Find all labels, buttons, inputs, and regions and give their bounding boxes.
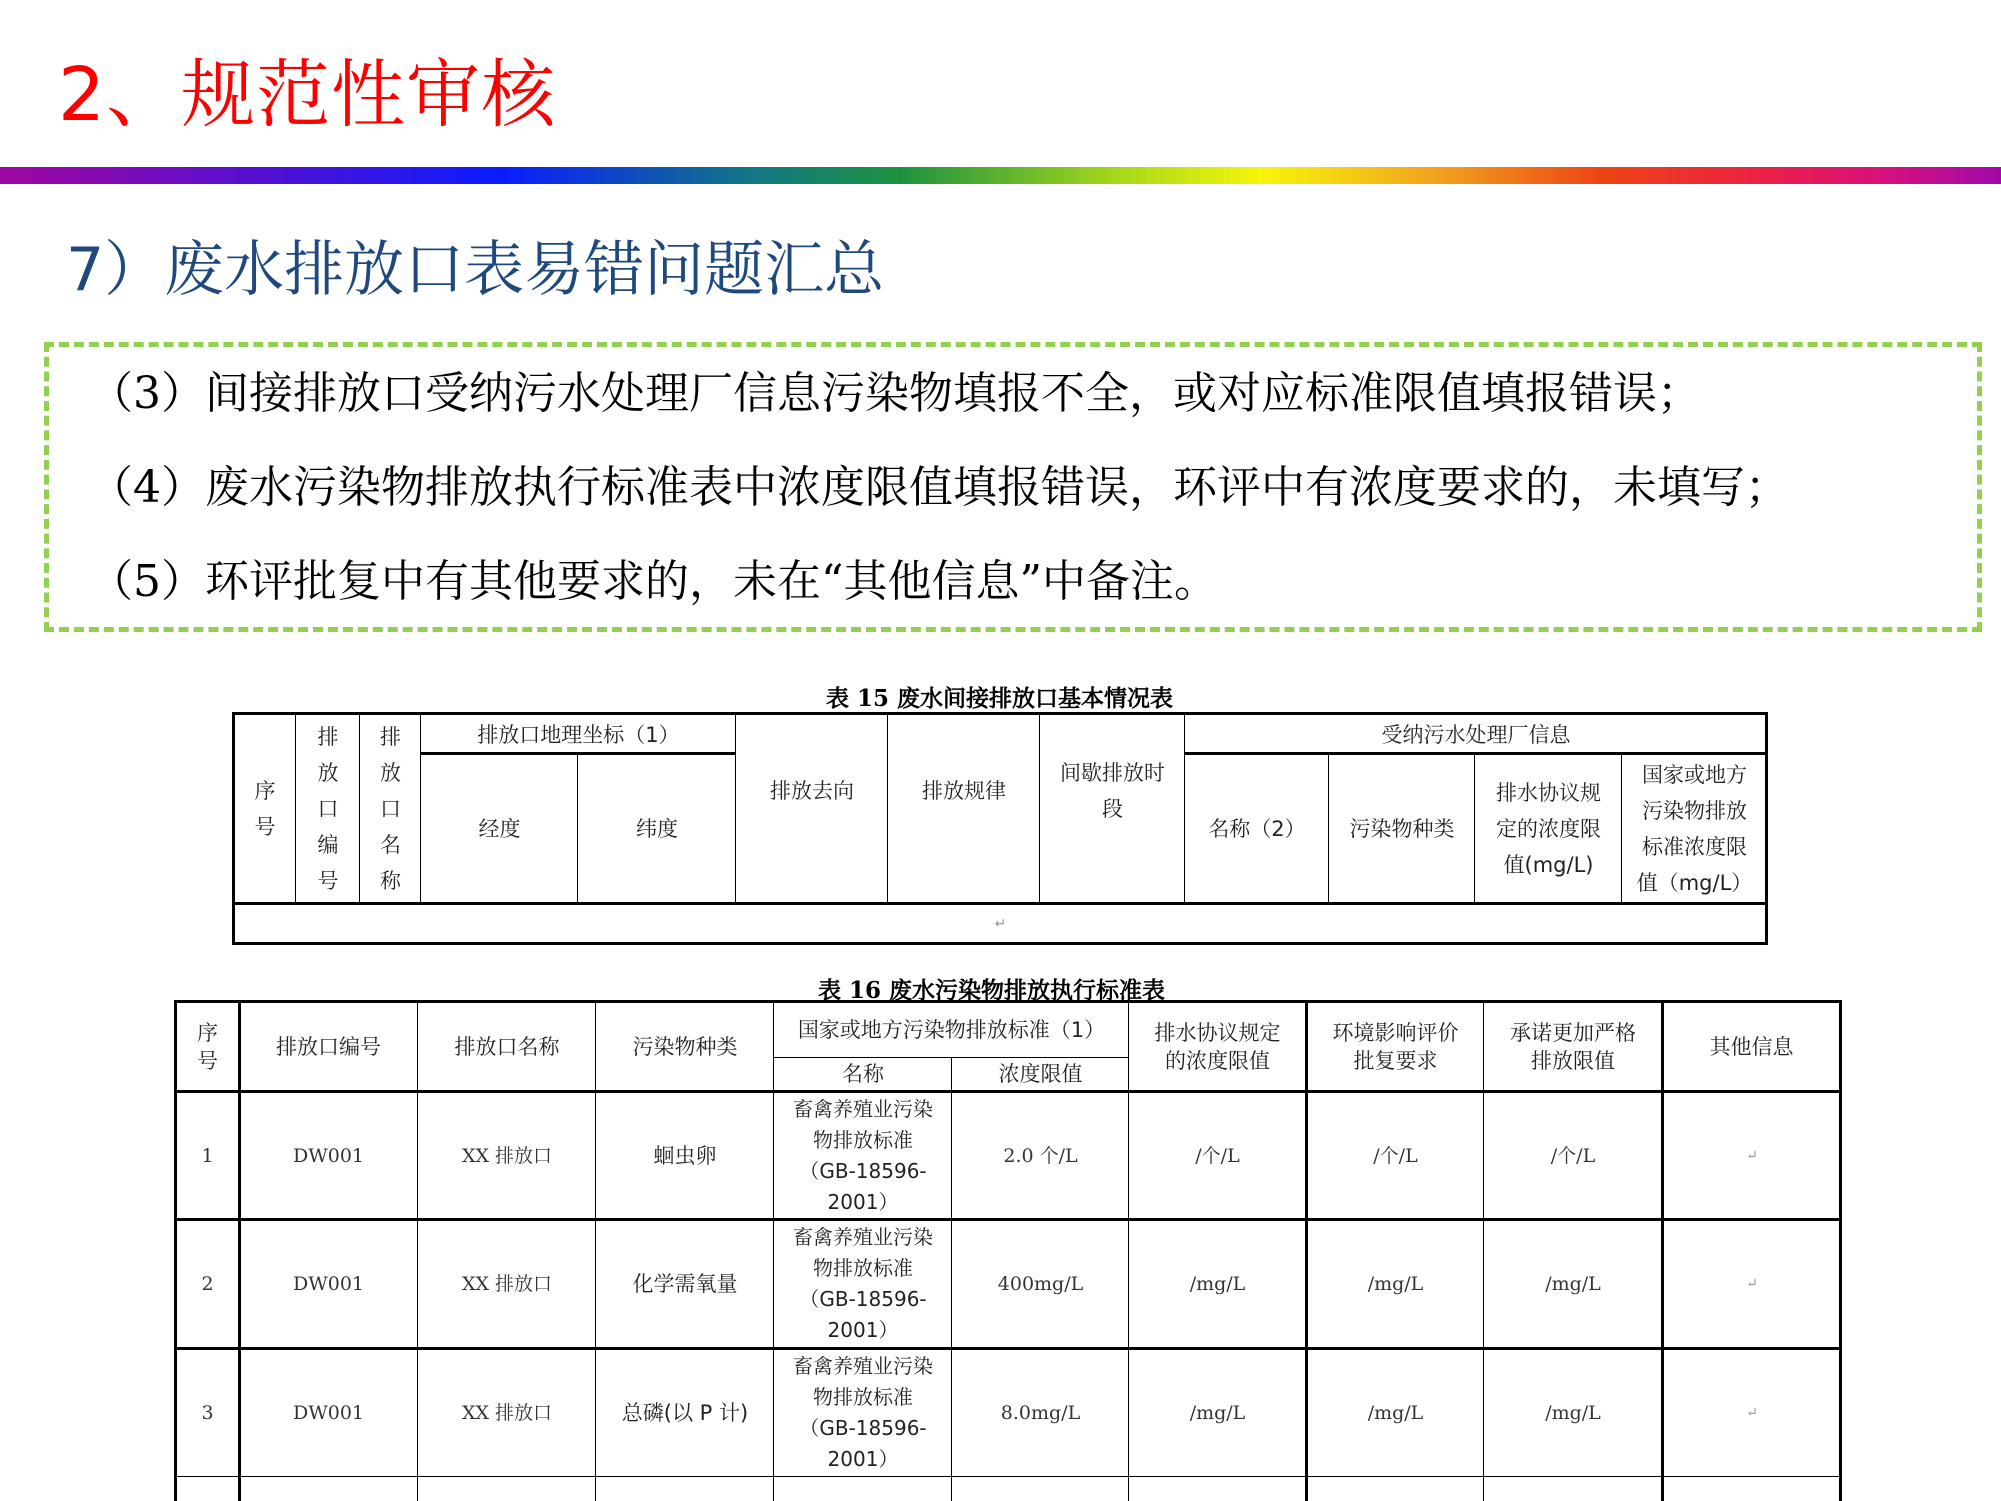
t16-header-outlet-code-text: 排放口编号 bbox=[276, 1034, 381, 1059]
t15-header-plant-name-text: 名称（2） bbox=[1208, 816, 1306, 841]
paragraph-mark-icon: ↵ bbox=[1746, 1147, 1758, 1164]
cell-concentration-text: 400mg/L bbox=[997, 1273, 1084, 1295]
paragraph-mark-icon: ↵ bbox=[1746, 1405, 1758, 1421]
cell-outlet-name-text: XX 排放口 bbox=[461, 1144, 553, 1167]
t16-header-other-text: 其他信息 bbox=[1709, 1034, 1794, 1059]
t15-header-pattern bbox=[889, 716, 1039, 866]
cell-outlet-code-text: DW001 bbox=[292, 1402, 365, 1424]
cell-stricter-text: /mg/L bbox=[1545, 1402, 1601, 1424]
t16-header-stricter-text: 承诺更加严格排放限值 bbox=[1510, 1020, 1636, 1073]
t16-header-standard-name bbox=[775, 1058, 951, 1090]
cell-eia bbox=[1308, 1093, 1483, 1218]
cell-outlet-code-text: DW001 bbox=[292, 1144, 365, 1167]
cell-standard-name-text: 畜禽养殖业污染物排放标准（GB-18596-2001） bbox=[793, 1225, 933, 1342]
t15-header-standard-limit bbox=[1623, 755, 1766, 902]
cell-concentration-text: 2.0 个/L bbox=[1003, 1144, 1078, 1167]
cell-seq bbox=[177, 1093, 238, 1218]
t15-col-line bbox=[735, 713, 736, 903]
cell-pollutant bbox=[597, 1221, 773, 1347]
cell-outlet-code-text: DW001 bbox=[292, 1273, 365, 1295]
t15-header-destination bbox=[737, 716, 887, 866]
t15-col-line bbox=[295, 713, 296, 903]
t15-col-line bbox=[359, 713, 360, 903]
t15-col-line bbox=[577, 753, 578, 903]
rainbow-divider bbox=[0, 167, 2001, 184]
t15-header-longitude-text: 经度 bbox=[478, 816, 521, 841]
t15-header-agreement-limit-text: 排水协议规定的浓度限值(mg/L) bbox=[1496, 780, 1601, 877]
t15-header-standard-limit-text: 国家或地方污染物排放标准浓度限值（mg/L） bbox=[1636, 762, 1753, 895]
paragraph-mark-icon: ↵ bbox=[994, 915, 1007, 932]
cell-standard-name bbox=[775, 1221, 951, 1347]
t15-col-line bbox=[1621, 753, 1622, 903]
cell-stricter bbox=[1485, 1093, 1661, 1218]
notice-item-5: （5）环评批复中有其他要求的，未在“其他信息”中备注。 bbox=[89, 556, 1218, 607]
t16-header-agreement-limit-text: 排水协议规定的浓度限值 bbox=[1154, 1020, 1281, 1073]
t16-header-pollutant bbox=[597, 1003, 773, 1090]
t16-header-outlet-code bbox=[240, 1003, 417, 1090]
t15-header-coords-group-text: 排放口地理坐标（1） bbox=[477, 722, 680, 747]
t15-col-line bbox=[420, 713, 421, 903]
t16-header-seq-text: 序号 bbox=[197, 1020, 218, 1073]
cell-outlet-name bbox=[419, 1350, 595, 1476]
table15-title: 表 15 废水间接排放口基本情况表 bbox=[826, 685, 1174, 712]
table16-title: 表 16 废水污染物排放执行标准表 bbox=[818, 977, 1166, 1004]
t15-header-coords-group bbox=[422, 716, 735, 753]
t16-row-divider bbox=[174, 1476, 1842, 1477]
t15-header-plant-name bbox=[1186, 755, 1328, 902]
cell-other bbox=[1664, 1221, 1839, 1347]
cell-concentration bbox=[953, 1350, 1128, 1476]
t15-col-line bbox=[887, 713, 888, 903]
cell-outlet-code bbox=[240, 1221, 417, 1347]
cell-seq bbox=[177, 1221, 238, 1347]
t16-header-agreement-limit bbox=[1130, 1003, 1305, 1090]
cell-agreement bbox=[1130, 1093, 1305, 1218]
t15-header-pollutant bbox=[1330, 755, 1474, 902]
t16-col-line bbox=[1128, 1000, 1129, 1501]
section-title: 7）废水排放口表易错问题汇总 bbox=[66, 235, 885, 305]
t16-col-line bbox=[951, 1057, 952, 1501]
t15-body-row bbox=[235, 905, 1765, 942]
t16-col-line bbox=[595, 1000, 596, 1501]
t16-header-concentration-text: 浓度限值 bbox=[998, 1062, 1083, 1086]
cell-stricter-text: /mg/L bbox=[1545, 1273, 1601, 1295]
cell-agreement bbox=[1130, 1350, 1305, 1476]
cell-outlet-name-text: XX 排放口 bbox=[461, 1273, 553, 1295]
t16-header-standard-name-text: 名称 bbox=[842, 1062, 884, 1086]
paragraph-mark-icon: ↵ bbox=[1746, 1276, 1758, 1292]
t16-right-border bbox=[1839, 1000, 1842, 1501]
t15-header-intermittent bbox=[1041, 716, 1184, 866]
t16-header-seq bbox=[177, 1003, 238, 1090]
t15-header-plant-group bbox=[1186, 716, 1766, 753]
t15-header-outlet-code bbox=[297, 716, 359, 902]
t15-header-longitude bbox=[422, 755, 577, 902]
cell-eia-text: /mg/L bbox=[1367, 1402, 1424, 1424]
t16-header-standard-group-text: 国家或地方污染物排放标准（1） bbox=[797, 1018, 1106, 1042]
cell-other bbox=[1664, 1350, 1839, 1476]
t15-header-pattern-text: 排放规律 bbox=[922, 779, 1006, 803]
t16-header-concentration bbox=[953, 1058, 1128, 1090]
t16-header-outlet-name bbox=[419, 1003, 595, 1090]
t15-header-plant-group-text: 受纳污水处理厂信息 bbox=[1381, 722, 1571, 747]
cell-outlet-name bbox=[419, 1221, 595, 1347]
cell-pollutant bbox=[597, 1350, 773, 1476]
t16-header-other bbox=[1664, 1003, 1839, 1090]
t16-col-line bbox=[1483, 1000, 1484, 1501]
cell-concentration bbox=[953, 1093, 1128, 1218]
t16-col-line bbox=[417, 1000, 418, 1501]
cell-eia-text: /mg/L bbox=[1367, 1273, 1424, 1295]
t15-header-seq-text: 序号 bbox=[254, 779, 276, 839]
cell-pollutant bbox=[597, 1093, 773, 1218]
cell-stricter bbox=[1485, 1221, 1661, 1347]
t16-header-eia bbox=[1308, 1003, 1483, 1090]
cell-pollutant-text: 总磷(以 P 计) bbox=[621, 1401, 749, 1425]
t15-col-line bbox=[1474, 753, 1475, 903]
t16-header-eia-text: 环境影响评价批复要求 bbox=[1332, 1020, 1459, 1073]
t15-header-intermittent-text: 间歇排放时段 bbox=[1060, 761, 1165, 821]
t15-header-outlet-name bbox=[361, 716, 420, 902]
cell-standard-name-text: 畜禽养殖业污染物排放标准（GB-18596-2001） bbox=[793, 1354, 933, 1471]
notice-item-4: （4）废水污染物排放执行标准表中浓度限值填报错误，环评中有浓度要求的，未填写； bbox=[89, 462, 1789, 513]
t16-header-outlet-name-text: 排放口名称 bbox=[454, 1034, 560, 1059]
cell-seq-text: 3 bbox=[201, 1402, 214, 1424]
cell-eia bbox=[1308, 1350, 1483, 1476]
cell-agreement-text: /个/L bbox=[1195, 1144, 1240, 1167]
t15-col-line bbox=[1039, 713, 1040, 903]
t15-header-outlet-code-text: 排放口编号 bbox=[317, 725, 339, 893]
cell-seq bbox=[177, 1350, 238, 1476]
cell-seq-text: 1 bbox=[201, 1144, 214, 1167]
cell-outlet-code bbox=[240, 1350, 417, 1476]
cell-standard-name-text: 畜禽养殖业污染物排放标准（GB-18596-2001） bbox=[793, 1096, 933, 1214]
t15-header-destination-text: 排放去向 bbox=[770, 779, 854, 803]
t15-header-agreement-limit bbox=[1476, 755, 1621, 902]
cell-seq-text: 2 bbox=[201, 1273, 214, 1295]
cell-concentration bbox=[953, 1221, 1128, 1347]
cell-standard-name bbox=[775, 1093, 951, 1218]
cell-stricter bbox=[1485, 1350, 1661, 1476]
cell-pollutant-text: 蛔虫卵 bbox=[653, 1143, 717, 1168]
cell-pollutant-text: 化学需氧量 bbox=[632, 1272, 738, 1296]
slide-title: 2、规范性审核 bbox=[58, 52, 557, 138]
cell-agreement-text: /mg/L bbox=[1189, 1402, 1246, 1424]
cell-agreement-text: /mg/L bbox=[1189, 1273, 1246, 1295]
cell-stricter-text: /个/L bbox=[1550, 1144, 1596, 1167]
notice-box bbox=[44, 342, 1982, 632]
cell-eia bbox=[1308, 1221, 1483, 1347]
cell-outlet-name-text: XX 排放口 bbox=[461, 1402, 553, 1424]
t16-header-standard-group bbox=[775, 1003, 1128, 1057]
t15-header-pollutant-text: 污染物种类 bbox=[1349, 816, 1455, 841]
cell-outlet-name bbox=[419, 1093, 595, 1218]
t15-header-outlet-name-text: 排放口名称 bbox=[380, 725, 401, 893]
t16-header-pollutant-text: 污染物种类 bbox=[632, 1034, 738, 1059]
cell-concentration-text: 8.0mg/L bbox=[1000, 1402, 1081, 1424]
t16-header-stricter bbox=[1485, 1003, 1661, 1090]
t15-col-line bbox=[1328, 753, 1329, 903]
t15-header-seq bbox=[235, 716, 295, 902]
t15-header-latitude-text: 纬度 bbox=[636, 816, 678, 841]
cell-eia-text: /个/L bbox=[1373, 1144, 1418, 1167]
t15-header-latitude bbox=[579, 755, 735, 902]
cell-other bbox=[1664, 1093, 1839, 1218]
cell-outlet-code bbox=[240, 1093, 417, 1218]
t15-col-line bbox=[1184, 713, 1185, 903]
notice-item-3: （3）间接排放口受纳污水处理厂信息污染物填报不全，或对应标准限值填报错误； bbox=[89, 368, 1701, 419]
cell-agreement bbox=[1130, 1221, 1305, 1347]
t16-col-line bbox=[773, 1000, 774, 1501]
cell-standard-name bbox=[775, 1350, 951, 1476]
